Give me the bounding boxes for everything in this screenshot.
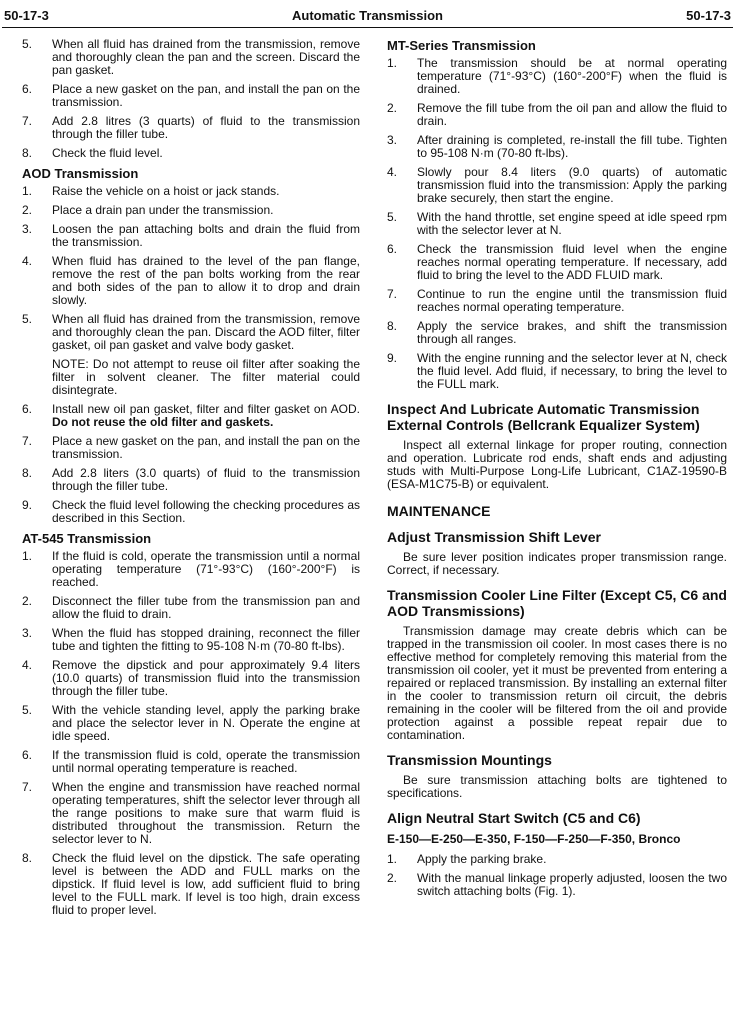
step-number: 1. <box>22 549 33 563</box>
list-item <box>387 288 727 314</box>
step-text: Loosen the pan attaching bolts and drain the fluid from the transmission. <box>52 222 360 249</box>
step-text: After draining is completed, re-install the fill tube. Tighten to 95-108 N·m (70-80 ft-lbs). <box>417 133 727 160</box>
step-text: Remove the dipstick and pour approximately 9.4 liters (10.0 quarts) of transmission fluid into the transmission through the filler tube. <box>52 658 360 698</box>
step-text: Apply the parking brake. <box>417 852 547 866</box>
right-column <box>387 38 727 923</box>
step-number: 5. <box>22 703 33 717</box>
step-text-regular: Install new oil pan gasket, filter and filter gasket on AOD. <box>52 402 360 416</box>
list-item <box>22 435 360 461</box>
step-number: 4. <box>22 658 33 672</box>
list-item <box>387 243 727 282</box>
step-text: With the engine running and the selector lever at N, check the fluid level. Add fluid, if necessary, to bring the level to the FULL mark. <box>417 351 727 391</box>
page-number-right: 50-17-3 <box>686 8 731 23</box>
list-item <box>387 320 727 346</box>
step-text: Add 2.8 liters (3.0 quarts) of fluid to the transmission through the filler tube. <box>52 466 360 493</box>
step-number: 4. <box>22 254 33 268</box>
list-item <box>387 872 727 898</box>
left-column <box>22 38 360 923</box>
aod-steps-a <box>22 185 360 352</box>
step-number: 4. <box>387 165 398 179</box>
aod-note: NOTE: Do not attempt to reuse oil filter after soaking the filter in solvent cleaner. The filter material could disintegrate. <box>52 357 360 397</box>
step-text: Disconnect the filler tube from the transmission pan and allow the fluid to drain. <box>52 594 360 621</box>
list-item <box>22 467 360 493</box>
aod-heading: AOD Transmission <box>22 166 139 181</box>
list-item <box>22 749 360 775</box>
step-number: 1. <box>387 56 398 70</box>
list-item <box>387 166 727 205</box>
step-number: 6. <box>22 402 33 416</box>
step-text: When fluid has drained to the level of the pan flange, remove the rest of the pan bolts working from the rear and both sides of the pan to allow it to drop and drain slowly. <box>52 254 360 307</box>
step-number: 8. <box>22 146 33 160</box>
step-number: 2. <box>387 871 398 885</box>
step-text: When all fluid has drained from the transmission, remove and thoroughly clean the pan and the screen. Discard the pan gasket. <box>52 37 360 77</box>
step-text: With the manual linkage properly adjusted, loosen the two switch attaching bolts (Fig. 1). <box>417 871 727 898</box>
mt-series-heading: MT-Series Transmission <box>387 38 536 53</box>
list-item <box>22 499 360 525</box>
list-item <box>22 38 360 77</box>
step-number: 1. <box>22 184 33 198</box>
mt-series-steps <box>387 57 727 391</box>
step-text: When all fluid has drained from the transmission, remove and thoroughly clean the pan. Discard the AOD filter, filter gasket, oil pan gasket and valve body gasket. <box>52 312 360 352</box>
step-text: Check the transmission fluid level when the engine reaches normal operating temperature. If necessary, add fluid to bring the level to the ADD FLUID mark. <box>417 242 727 282</box>
step-number: 3. <box>387 133 398 147</box>
list-item <box>22 185 360 198</box>
list-item <box>22 403 360 429</box>
aod-step-6 <box>22 403 360 429</box>
list-item <box>22 627 360 653</box>
step-number: 6. <box>22 748 33 762</box>
list-item <box>387 211 727 237</box>
list-item <box>22 595 360 621</box>
two-column-body <box>22 38 727 923</box>
step-number: 9. <box>387 351 398 365</box>
step-text: With the vehicle standing level, apply the parking brake and place the selector lever in N. Operate the engine at idle speed. <box>52 703 360 743</box>
list-item <box>22 204 360 217</box>
step-text-warning: Do not reuse the old filter and gaskets. <box>52 415 274 429</box>
step-text: Remove the fill tube from the oil pan and allow the fluid to drain. <box>417 101 727 128</box>
neutral-subheading: E-150—E-250—E-350, F-150—F-250—F-350, Bronco <box>387 832 681 846</box>
list-item <box>22 313 360 352</box>
step-text: When the engine and transmission have reached normal operating temperatures, shift the selector lever through all the range positions to make sure that warm fluid is distributed throughout the transmission. Return the selector lever to N. <box>52 780 360 846</box>
adjust-text: Be sure lever position indicates proper transmission range. Correct, if necessary. <box>387 550 727 577</box>
step-number: 2. <box>22 594 33 608</box>
list-item <box>22 83 360 109</box>
step-number: 7. <box>22 434 33 448</box>
step-text: Place a new gasket on the pan, and install the pan on the transmission. <box>52 434 360 461</box>
step-number: 8. <box>22 851 33 865</box>
step-text: Check the fluid level on the dipstick. The safe operating level is between the ADD and FULL marks on the dipstick. If fluid level is low, add sufficient fluid to bring level to the FULL mark. If level is too high, drain excess fluid to proper level. <box>52 851 360 917</box>
list-item <box>22 659 360 698</box>
step-text: Place a drain pan under the transmission. <box>52 203 274 217</box>
cooler-heading: Transmission Cooler Line Filter (Except C5, C6 and AOD Transmissions) <box>387 587 727 619</box>
at545-steps <box>22 550 360 917</box>
mountings-text: Be sure transmission attaching bolts are tightened to specifications. <box>387 773 727 800</box>
page-number-left: 50-17-3 <box>4 8 49 23</box>
step-number: 2. <box>22 203 33 217</box>
list-item <box>387 102 727 128</box>
list-item <box>22 781 360 846</box>
cooler-text: Transmission damage may create debris which can be trapped in the transmission oil cooler. In most cases there is no effective method for completely removing this material from the transmission oil cooler, yet it must be prevented from entering a repaired or replaced transmission. By installing an external filter in the cooler to transmission return oil circuit, the debris remaining in the cooler will be filtered from the oil and provide protection against a possible repeat repair due to contamination. <box>387 624 727 742</box>
list-item <box>387 853 727 866</box>
neutral-heading: Align Neutral Start Switch (C5 and C6) <box>387 810 641 826</box>
mountings-heading: Transmission Mountings <box>387 752 552 768</box>
neutral-steps <box>387 853 727 898</box>
step-text: Raise the vehicle on a hoist or jack stands. <box>52 184 280 198</box>
step-number: 5. <box>22 312 33 326</box>
step-number: 3. <box>22 626 33 640</box>
page-header <box>2 8 733 28</box>
list-item <box>22 852 360 917</box>
step-text: When the fluid has stopped draining, reconnect the filler tube and tighten the fitting to 95-108 N·m (70-80 ft-lbs). <box>52 626 360 653</box>
list-item <box>22 255 360 307</box>
step-number: 1. <box>387 852 398 866</box>
inspect-heading: Inspect And Lubricate Automatic Transmission External Controls (Bellcrank Equalizer System) <box>387 401 700 433</box>
step-text: If the fluid is cold, operate the transmission until a normal operating temperature (71°-93°C) (160°-200°F) is reached. <box>52 549 360 589</box>
step-text: With the hand throttle, set engine speed at idle speed rpm with the selector lever at N. <box>417 210 727 237</box>
list-item <box>22 223 360 249</box>
step-number: 6. <box>22 82 33 96</box>
list-item <box>387 352 727 391</box>
step-text: Continue to run the engine until the transmission fluid reaches normal operating temperature. <box>417 287 727 314</box>
step-number: 5. <box>387 210 398 224</box>
list-item <box>387 134 727 160</box>
step-number: 8. <box>22 466 33 480</box>
step-number: 7. <box>22 114 33 128</box>
step-number: 7. <box>387 287 398 301</box>
aod-steps-b <box>22 435 360 525</box>
step-text: Place a new gasket on the pan, and install the pan on the transmission. <box>52 82 360 109</box>
intro-steps <box>22 38 360 160</box>
inspect-text: Inspect all external linkage for proper routing, connection and operation. Lubricate rod ends, shaft ends and adjusting studs with Multi-Purpose Long-Life Lubricant, C1AZ-19590-B (ESA-M1C75-B) or equivalent. <box>387 438 727 491</box>
step-text: Add 2.8 litres (3 quarts) of fluid to the transmission through the filler tube. <box>52 114 360 141</box>
list-item <box>22 147 360 160</box>
step-text: Slowly pour 8.4 liters (9.0 quarts) of automatic transmission fluid into the transmission: Apply the parking brake securely, then start the engine. <box>417 165 727 205</box>
page-title: Automatic Transmission <box>292 8 443 23</box>
step-text: The transmission should be at normal operating temperature (71°-93°C) (160°-200°F) when the fluid is drained. <box>417 56 727 96</box>
step-text: Check the fluid level following the checking procedures as described in this Section. <box>52 498 360 525</box>
step-text: Apply the service brakes, and shift the transmission through all ranges. <box>417 319 727 346</box>
list-item <box>387 57 727 96</box>
at545-heading: AT-545 Transmission <box>22 531 152 546</box>
list-item <box>22 550 360 589</box>
maintenance-heading: MAINTENANCE <box>387 503 491 519</box>
step-number: 6. <box>387 242 398 256</box>
step-number: 5. <box>22 37 33 51</box>
step-number: 3. <box>22 222 33 236</box>
step-number: 2. <box>387 101 398 115</box>
step-text: Check the fluid level. <box>52 146 163 160</box>
list-item <box>22 704 360 743</box>
step-text <box>52 403 360 429</box>
adjust-heading: Adjust Transmission Shift Lever <box>387 529 601 545</box>
step-number: 7. <box>22 780 33 794</box>
step-number: 8. <box>387 319 398 333</box>
list-item <box>22 115 360 141</box>
step-text: If the transmission fluid is cold, operate the transmission until normal operating temperature is reached. <box>52 748 360 775</box>
step-number: 9. <box>22 498 33 512</box>
